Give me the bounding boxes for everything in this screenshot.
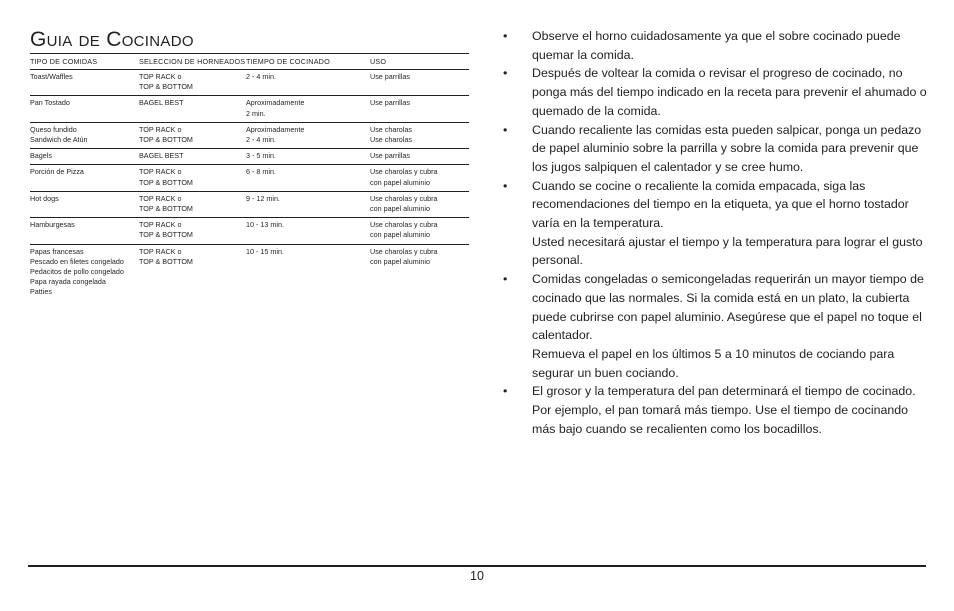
cell-rack-selection — [139, 122, 246, 148]
cell-rack-selection — [139, 70, 246, 96]
cell-line: Use charolas y cubra — [370, 167, 438, 177]
cell-line: con papel aluminio — [370, 177, 430, 187]
cell-line: Use charolas y cubra — [370, 246, 438, 256]
tips-list — [503, 27, 928, 438]
cell-line: 6 - 8 min. — [246, 167, 276, 177]
cell-line: Aproximadamente — [246, 98, 305, 108]
cell-line: 10 - 13 min. — [246, 220, 284, 230]
tip-item — [503, 64, 928, 120]
table-row — [30, 122, 469, 148]
cell-cooking-time — [246, 191, 370, 217]
cell-line: TOP RACK o — [139, 124, 182, 134]
column-header-use: USO — [370, 55, 469, 70]
cell-line: Pan Tostado — [30, 98, 70, 108]
cell-line: 10 - 15 min. — [246, 246, 284, 256]
cell-use — [370, 70, 469, 96]
cell-line: 2 - 4 min. — [246, 72, 276, 81]
cell-line: TOP RACK o — [139, 167, 182, 177]
bullet-icon: • — [503, 384, 508, 399]
tip-text: Después de voltear la comida o revisar el progreso de cocinado, no ponga más del tiempo indicado en la receta para prevenir el ahumado o quemado de la comida. — [532, 66, 927, 118]
cell-line: Pedacitos de pollo congelado — [30, 267, 124, 277]
cell-line: TOP & BOTTOM — [139, 135, 193, 145]
cell-line: Use charolas y cubra — [370, 193, 438, 203]
cell-cooking-time — [246, 149, 370, 165]
cell-cooking-time — [246, 244, 370, 301]
cell-line: TOP & BOTTOM — [139, 256, 193, 266]
cell-cooking-time — [246, 70, 370, 96]
cell-cooking-time — [246, 165, 370, 191]
cell-line: 3 - 5 min. — [246, 151, 276, 161]
cell-rack-selection — [139, 191, 246, 217]
cell-rack-selection — [139, 165, 246, 191]
bullet-icon: • — [503, 66, 508, 81]
cell-food-type — [30, 244, 139, 301]
cell-rack-selection — [139, 96, 246, 122]
cell-cooking-time — [246, 96, 370, 122]
cell-line: Hamburgesas — [30, 220, 75, 230]
cell-line: Use parrillas — [370, 98, 410, 108]
tip-item — [503, 27, 928, 64]
cell-line: Pescado en filetes congelado — [30, 256, 124, 266]
cell-use — [370, 165, 469, 191]
table-row — [30, 70, 469, 96]
cell-line: 2 - 4 min. — [246, 135, 276, 145]
cell-line: Patties — [30, 287, 52, 297]
tip-item — [503, 382, 928, 438]
tip-text: Cuando recaliente las comidas esta pueden salpicar, ponga un pedazo de papel aluminio sobre la parrilla y sobre la comida para prevenir que los jugos salpiquen el calentador y se cree humo. — [532, 122, 922, 174]
cell-use — [370, 218, 469, 244]
cell-line: BAGEL BEST — [139, 98, 184, 108]
cell-line: TOP & BOTTOM — [139, 230, 193, 240]
page-title: Guia de Cocinado — [30, 28, 194, 51]
table-header-row — [30, 55, 469, 70]
bullet-icon: • — [503, 178, 508, 193]
cooking-guide-table — [30, 55, 469, 301]
tip-text: Comidas congeladas o semicongeladas requerirán un mayor tiempo de cocinado que las normales. Si la comida está en un plato, la cubierta puede cubrirse con papel aluminio. Asegúrese que el papel no toque el calentador. — [532, 272, 924, 343]
bullet-icon: • — [503, 29, 508, 43]
column-header-cooking-time: TIEMPO DE COCINADO — [246, 55, 370, 70]
cell-rack-selection — [139, 218, 246, 244]
tip-text: El grosor y la temperatura del pan determinará el tiempo de cocinado. Por ejemplo, el pan tomará más tiempo. Use el tiempo de cocinando más bajo cuando se recalienten como los bocadillos. — [532, 384, 916, 436]
cell-rack-selection — [139, 149, 246, 165]
cell-line: TOP & BOTTOM — [139, 204, 193, 214]
cell-use — [370, 149, 469, 165]
cell-line: Porción de Pizza — [30, 167, 84, 177]
cell-use — [370, 244, 469, 301]
cell-line: Aproximadamente — [246, 124, 305, 134]
cell-line: Use charolas — [370, 135, 412, 145]
table-row — [30, 165, 469, 191]
cell-food-type — [30, 165, 139, 191]
table-body — [30, 70, 469, 301]
tip-text: Cuando se cocine o recaliente la comida empacada, siga las recomendaciones del tiempo en la etiqueta, ya que el horno tostador varía en la temperatura. — [532, 178, 909, 231]
cell-line: Use parrillas — [370, 72, 410, 81]
cell-food-type — [30, 70, 139, 96]
cell-cooking-time — [246, 218, 370, 244]
table-row — [30, 96, 469, 122]
cell-use — [370, 96, 469, 122]
cell-food-type — [30, 191, 139, 217]
cell-use — [370, 122, 469, 148]
cell-line: TOP RACK o — [139, 193, 182, 203]
cell-line: Use parrillas — [370, 151, 410, 161]
cell-use — [370, 191, 469, 217]
footer-rule — [28, 565, 926, 567]
cell-line: Hot dogs — [30, 193, 59, 203]
column-header-rack-selection: SELECCION DE HORNEADOS — [139, 55, 246, 70]
cell-line: Sandwich de Atún — [30, 135, 88, 145]
cell-line: TOP RACK o — [139, 246, 182, 256]
table-row — [30, 149, 469, 165]
table-row — [30, 244, 469, 301]
bullet-icon: • — [503, 272, 508, 287]
cell-line: Papas francesas — [30, 246, 84, 256]
cell-line: Toast/Waffles — [30, 72, 73, 81]
tip-text: Remueva el papel en los últimos 5 a 10 minutos de cociando para segurar un buen cociando. — [532, 346, 895, 380]
table-row — [30, 191, 469, 217]
page-number: 10 — [470, 569, 484, 583]
cell-line: 2 min. — [246, 108, 266, 118]
tip-text: Usted necesitará ajustar el tiempo y la temperatura para lograr el gusto personal. — [532, 234, 923, 268]
cell-line: Use charolas — [370, 124, 412, 134]
cell-rack-selection — [139, 244, 246, 301]
cell-line: con papel aluminio — [370, 230, 430, 240]
cell-line: Use charolas y cubra — [370, 220, 438, 230]
cell-line: TOP & BOTTOM — [139, 82, 193, 92]
bullet-icon: • — [503, 122, 508, 137]
cell-line: TOP RACK o — [139, 220, 182, 230]
cell-line: BAGEL BEST — [139, 151, 184, 161]
cell-line: Papa rayada congelada — [30, 277, 106, 287]
tip-text: Observe el horno cuidadosamente ya que el sobre cocinado puede quemar la comida. — [532, 29, 901, 62]
tip-item — [503, 270, 928, 382]
cell-line: TOP RACK o — [139, 72, 182, 81]
cell-food-type — [30, 149, 139, 165]
cell-line: 9 - 12 min. — [246, 193, 280, 203]
tip-item — [503, 177, 928, 271]
cell-cooking-time — [246, 122, 370, 148]
cell-line: con papel aluminio — [370, 204, 430, 214]
cell-food-type — [30, 218, 139, 244]
cell-food-type — [30, 96, 139, 122]
cell-line: Queso fundido — [30, 124, 77, 134]
cell-line: TOP & BOTTOM — [139, 177, 193, 187]
cell-food-type — [30, 122, 139, 148]
cell-line: Bagels — [30, 151, 52, 161]
cell-line: con papel aluminio — [370, 256, 430, 266]
table-row — [30, 218, 469, 244]
column-header-food-type: TIPO DE COMIDAS — [30, 55, 139, 70]
title-rule — [30, 53, 469, 54]
tip-item — [503, 121, 928, 177]
